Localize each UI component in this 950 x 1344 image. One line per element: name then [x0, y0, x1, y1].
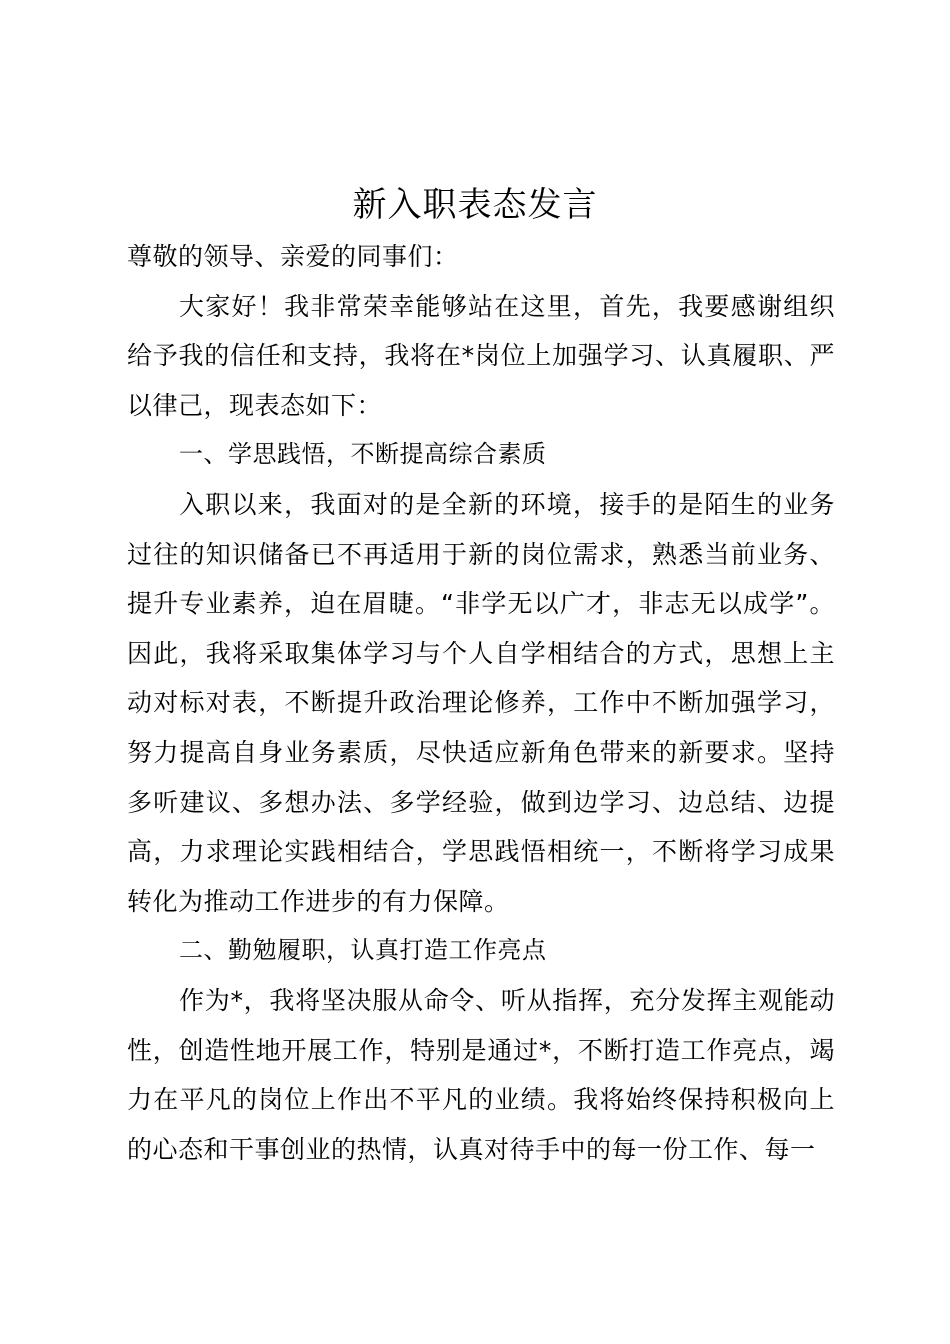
document-body: [127, 232, 835, 1174]
section-2-heading: 二、勤勉履职，认真打造工作亮点: [179, 936, 547, 965]
salutation: 尊敬的领导、亲爱的同事们：: [127, 242, 459, 271]
section-1-heading: 一、学思践悟，不断提高综合素质: [179, 440, 547, 469]
intro-paragraph: 大家好！我非常荣幸能够站在这里，首先，我要感谢组织给予我的信任和支持，我将在*岗位上加强学习、认真履职、严以律己，现表态如下：: [127, 291, 835, 420]
document-title: 新入职表态发言: [352, 185, 598, 225]
section-1-paragraph: 入职以来，我面对的是全新的环境，接手的是陌生的业务过往的知识储备已不再适用于新的岗位需求，熟悉当前业务、提升专业素养，迫在眉睫。“非学无以广才，非志无以成学”。因此，我将采取集体学习与个人自学相结合的方式，思想上主动对标对表，不断提升政治理论修养，工作中不断加强学习，努力提高自身业务素质，尽快适应新角色带来的新要求。坚持多听建议、多想办法、多学经验，做到边学习、边总结、边提高，力求理论实践相结合，学思践悟相统一，不断将学习成果转化为推动工作进步的有力保障。: [127, 489, 835, 916]
section-2-paragraph: 作为*，我将坚决服从命令、听从指挥，充分发挥主观能动性，创造性地开展工作，特别是通过*，不断打造工作亮点，竭力在平凡的岗位上作出不平凡的业绩。我将始终保持积极向上的心态和干事创业的热情，认真对待手中的每一份工作、每一: [127, 985, 835, 1164]
